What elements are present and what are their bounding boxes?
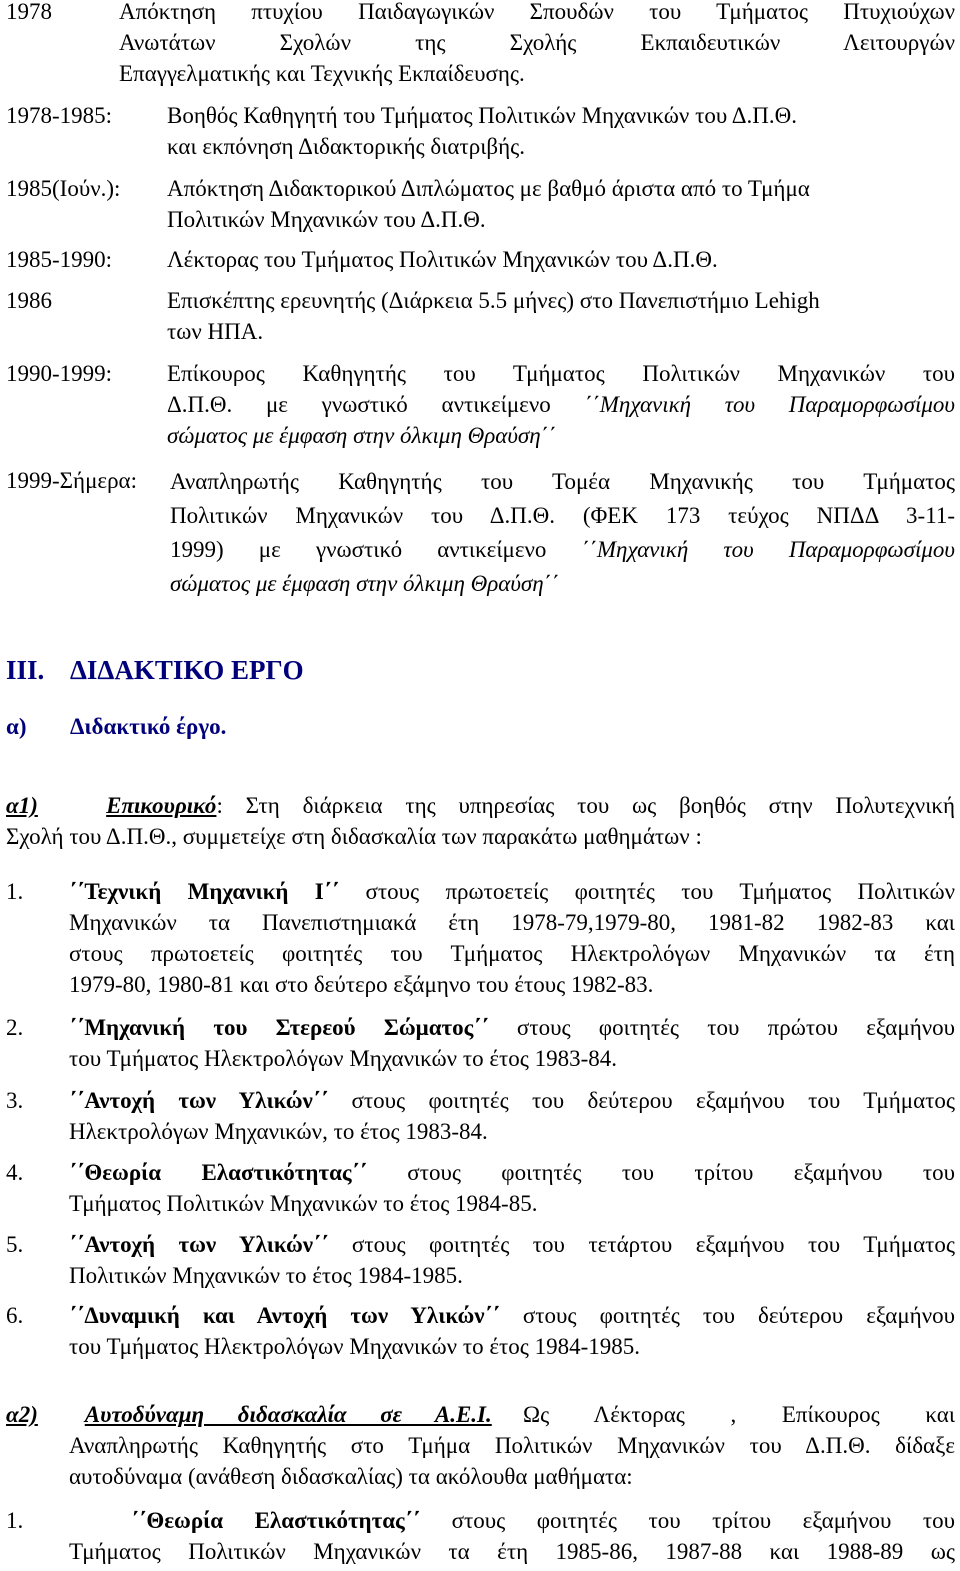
list-item: 5. ΄΄Αντοχή των Υλικών΄΄ στους φοιτητές του τετάρτου εξαμήνου του Τμήματος Πολιτικών Μηχανικών το έτος 1984-1985. <box>6 1232 956 1288</box>
cv-entry <box>6 358 955 451</box>
entry-description: Απόκτηση πτυχίου Παιδαγωγικών Σπουδών του Τμήματος Πτυχιούχων Ανωτάτων Σχολών της Σχολής Εκπαιδευτικών Λειτουργών Επαγγελματικής και Τεχνικής Εκπαίδευσης. <box>119 0 955 86</box>
a1-paragraph: α1) Επικουρικό: Στη διάρκεια της υπηρεσίας του ως βοηθός στην Πολυτεχνική Σχολή του Δ.Π.Θ., συμμετείχε στη διδασκαλία των παρακάτω μαθημάτων : <box>6 793 955 849</box>
entry-date: 1999-Σήμερα: <box>6 468 137 493</box>
entry-description: Επίκουρος Καθηγητής του Τμήματος Πολιτικών Μηχανικών του Δ.Π.Θ. με γνωστικό αντικείμενο ΄΄Μηχανική του Παραμορφωσίμου σώματος με έμφαση στην όλκιμη Θραύση΄΄ <box>167 361 955 448</box>
section-heading: ΙΙΙ. ΔΙΔΑΚΤΙΚΟ ΕΡΓΟ <box>6 655 304 685</box>
list-item: 1. ΄΄Θεωρία Ελαστικότητας΄΄ στους φοιτητές του τρίτου εξαμήνου του Τμήματος Πολιτικών Μηχανικών τα έτη 1985-86, 1987-88 και 1988-89 ως <box>6 1508 955 1564</box>
list-item: 3. ΄΄Αντοχή των Υλικών΄΄ στους φοιτητές του δεύτερου εξαμήνου του Τμήματος Ηλεκτρολόγων Μηχανικών, το έτος 1983-84. <box>6 1088 956 1144</box>
entry-description: Λέκτορας του Τμήματος Πολιτικών Μηχανικών του Δ.Π.Θ. <box>167 247 718 272</box>
list-item: 6. ΄΄Δυναμική και Αντοχή των Υλικών΄΄ στους φοιτητές του δεύτερου εξαμήνου του Τμήματος Ηλεκτρολόγων Μηχανικών το έτος 1984-1985. <box>6 1303 955 1359</box>
cv-entry <box>6 244 955 275</box>
list-item: 4. ΄΄Θεωρία Ελαστικότητας΄΄ στους φοιτητές του τρίτου εξαμήνου του Τμήματος Πολιτικών Μηχανικών το έτος 1984-85. <box>6 1160 956 1216</box>
cv-entry <box>6 100 955 162</box>
cv-entry <box>6 285 955 347</box>
cv-entry <box>6 0 955 89</box>
cv-entry <box>6 465 955 601</box>
cv-entry <box>6 173 955 235</box>
entry-description: Επισκέπτης ερευνητής (Διάρκεια 5.5 μήνες) στο Πανεπιστήμιο Lehigh των ΗΠΑ. <box>167 288 820 344</box>
entry-date: 1986 <box>6 288 52 313</box>
entry-description: Απόκτηση Διδακτορικού Διπλώματος με βαθμό άριστα από το Τμήμα Πολιτικών Μηχανικών του Δ.Π.Θ. <box>167 176 810 232</box>
list-item: 1. ΄΄Τεχνική Μηχανική Ι΄΄ στους πρωτοετείς φοιτητές του Τμήματος Πολιτικών Μηχανικών τα Πανεπιστημιακά έτη 1978-79,1979-80, 1981-82 1982-83 και στους πρωτοετείς φοιτητές του Τμήματος Ηλεκτρολόγων Μηχανικών τα έτη 1979-80, 1980-81 και στο δεύτερο εξάμηνο του έτους 1982-83. <box>6 879 955 997</box>
entry-date: 1978 <box>6 0 52 24</box>
entry-date: 1990-1999: <box>6 361 113 386</box>
entry-date: 1985(Ιούν.): <box>6 176 121 201</box>
list-item: 2. ΄΄Μηχανική του Στερεού Σώματος΄΄ στους φοιτητές του πρώτου εξαμήνου του Τμήματος Ηλεκτρολόγων Μηχανικών το έτος 1983-84. <box>6 1015 956 1071</box>
entry-date: 1985-1990: <box>6 247 113 272</box>
subsection-heading: α) Διδακτικό έργο. <box>6 714 227 739</box>
entry-date: 1978-1985: <box>6 103 113 128</box>
entry-description: Βοηθός Καθηγητή του Τμήματος Πολιτικών Μηχανικών του Δ.Π.Θ. και εκπόνηση Διδακτορικής διατριβής. <box>167 103 797 159</box>
entry-description: Αναπληρωτής Καθηγητής του Τομέα Μηχανικής του Τμήματος Πολιτικών Μηχανικών του Δ.Π.Θ. (ΦΕΚ 173 τεύχος ΝΠΔΔ 3-11- 1999) με γνωστικό αντικείμενο ΄΄Μηχανική του Παραμορφωσίμου σώματος με έμφαση στην όλκιμη Θραύση΄΄ <box>170 469 955 596</box>
a2-paragraph: α2) Αυτοδύναμη διδασκαλία σε Α.Ε.Ι. Ως Λέκτορας , Επίκουρος και Αναπληρωτής Καθηγητής στο Τμήμα Πολιτικών Μηχανικών του Δ.Π.Θ. δίδαξε αυτοδύναμα (ανάθεση διδασκαλίας) τα ακόλουθα μαθήματα: <box>6 1402 956 1489</box>
